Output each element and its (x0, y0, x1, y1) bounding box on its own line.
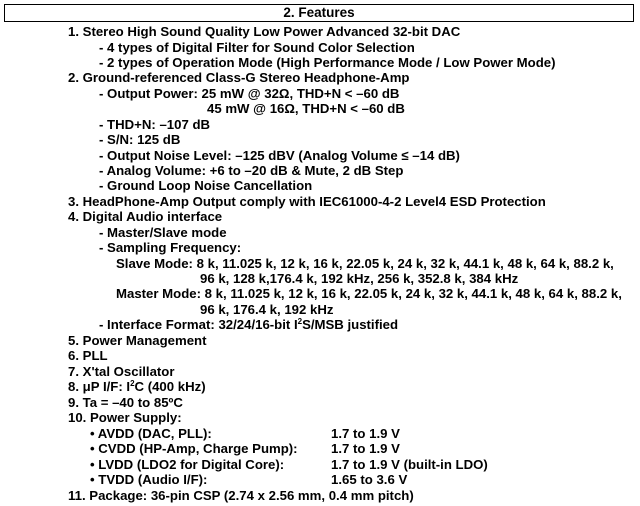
feature-5: 5. Power Management (68, 333, 207, 348)
supply-row-lvdd (90, 457, 630, 472)
supply-name: • LVDD (LDO2 for Digital Core): (90, 457, 285, 472)
interface-format-superscript: 2 (297, 317, 303, 326)
feature-3: 3. HeadPhone-Amp Output comply with IEC61000-4-2 Level4 ESD Protection (68, 194, 546, 209)
feature-1-operation-mode: - 2 types of Operation Mode (High Performance Mode / Low Power Mode) (99, 55, 556, 70)
feature-4-sampling-frequency: - Sampling Frequency: (99, 240, 242, 255)
up-if-superscript: 2 (130, 379, 135, 388)
supply-value: 1.7 to 1.9 V (built-in LDO) (331, 457, 488, 472)
up-if-text-end: C (400 kHz) (134, 379, 206, 394)
feature-2-output-power-16ohm: 45 mW @ 16Ω, THD+N < –60 dB (207, 101, 405, 116)
feature-4-slave-mode: Slave Mode: 8 k, 11.025 k, 12 k, 16 k, 22.05 k, 24 k, 32 k, 44.1 k, 48 k, 64 k, 88.2 k, (116, 256, 614, 271)
supply-row-cvdd (90, 441, 630, 456)
supply-row-tvdd (90, 472, 630, 487)
supply-value: 1.7 to 1.9 V (331, 441, 400, 456)
feature-4-master-slave: - Master/Slave mode (99, 225, 227, 240)
up-if-text: 8. μP I/F: I (68, 379, 131, 394)
feature-2-thdn: - THD+N: –107 dB (99, 117, 211, 132)
supply-value: 1.65 to 3.6 V (331, 472, 408, 487)
supply-name: • CVDD (HP-Amp, Charge Pump): (90, 441, 298, 456)
feature-2-output-noise: - Output Noise Level: –125 dBV (Analog Volume ≤ –14 dB) (99, 148, 460, 163)
feature-2-output-power: - Output Power: 25 mW @ 32Ω, THD+N < –60 dB (99, 86, 400, 101)
feature-7: 7. X'tal Oscillator (68, 364, 175, 379)
feature-8 (68, 379, 206, 394)
feature-6: 6. PLL (68, 348, 108, 363)
section-title: 2. Features (4, 4, 634, 22)
feature-2-sn: - S/N: 125 dB (99, 132, 181, 147)
supply-value: 1.7 to 1.9 V (331, 426, 400, 441)
supply-name: • TVDD (Audio I/F): (90, 472, 208, 487)
feature-1: 1. Stereo High Sound Quality Low Power Advanced 32-bit DAC (68, 24, 461, 39)
feature-4-master-mode: Master Mode: 8 k, 11.025 k, 12 k, 16 k, 22.05 k, 24 k, 32 k, 44.1 k, 48 k, 64 k, 88.2 k, (116, 286, 622, 301)
feature-2-ground-loop: - Ground Loop Noise Cancellation (99, 178, 313, 193)
feature-1-digital-filter: - 4 types of Digital Filter for Sound Color Selection (99, 40, 415, 55)
interface-format-text-end: S/MSB justified (302, 317, 399, 332)
feature-4-slave-mode-cont: 96 k, 128 k,176.4 k, 192 kHz, 256 k, 352.8 k, 384 kHz (200, 271, 519, 286)
feature-4-master-mode-cont: 96 k, 176.4 k, 192 kHz (200, 302, 334, 317)
feature-11: 11. Package: 36-pin CSP (2.74 x 2.56 mm, 0.4 mm pitch) (68, 488, 414, 503)
feature-2: 2. Ground-referenced Class-G Stereo Headphone-Amp (68, 70, 410, 85)
feature-10: 10. Power Supply: (68, 410, 182, 425)
supply-name: • AVDD (DAC, PLL): (90, 426, 212, 441)
supply-row-avdd (90, 426, 630, 441)
feature-9: 9. Ta = –40 to 85ºC (68, 395, 183, 410)
interface-format-text: - Interface Format: 32/24/16-bit I (99, 317, 298, 332)
feature-4: 4. Digital Audio interface (68, 209, 223, 224)
feature-4-interface-format (99, 317, 398, 332)
feature-2-analog-volume: - Analog Volume: +6 to –20 dB & Mute, 2 dB Step (99, 163, 404, 178)
